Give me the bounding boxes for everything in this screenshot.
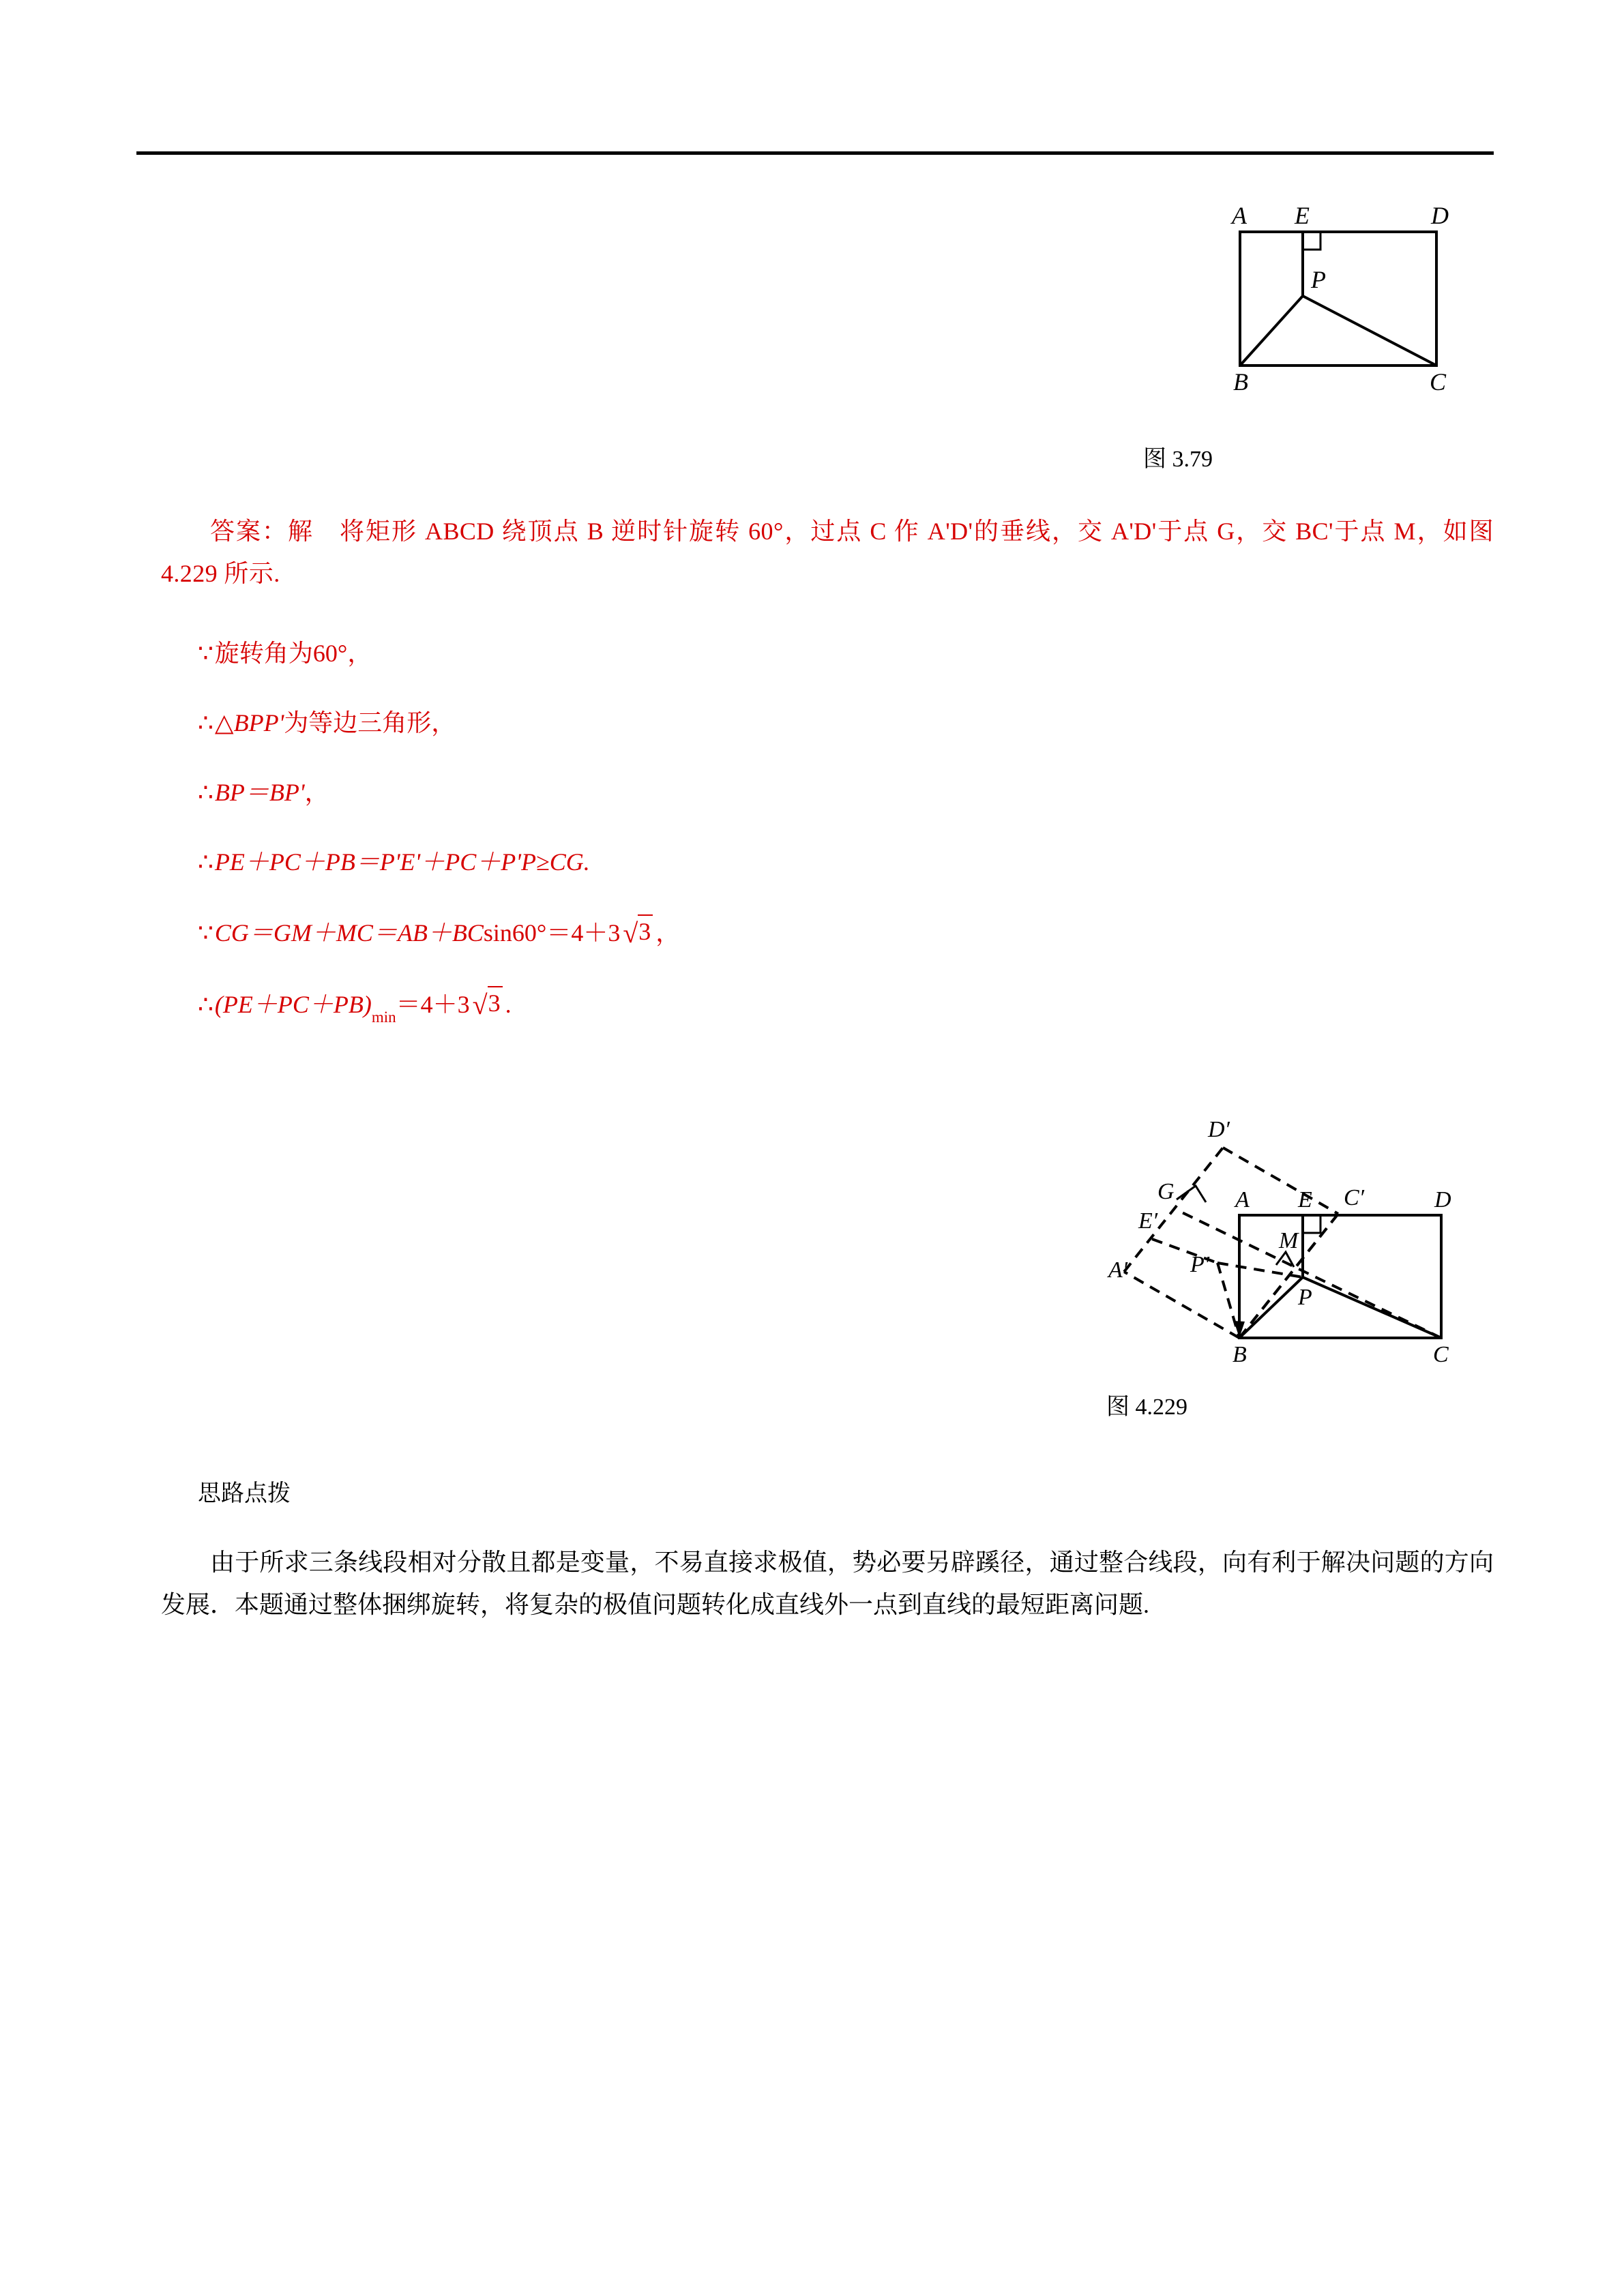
figure-label-D: D bbox=[1431, 202, 1449, 229]
square-root-icon-2 bbox=[470, 987, 505, 1020]
figure-label-C2: C bbox=[1433, 1342, 1449, 1367]
because-symbol-2: ∵ bbox=[198, 919, 213, 946]
math-line-3 bbox=[198, 777, 329, 808]
therefore-symbol-4: ∴ bbox=[198, 991, 213, 1018]
square-root-icon bbox=[620, 916, 655, 949]
radical-sign-2: √ bbox=[472, 989, 488, 1020]
math-line-6-radicand: 3 bbox=[488, 986, 503, 1019]
figure-4-229-caption: 图 4.229 bbox=[1106, 1395, 1187, 1420]
math-line-2-punct: ， bbox=[431, 709, 456, 736]
math-line-6-punct: . bbox=[505, 991, 512, 1018]
math-line-5-equals: ＝4＋3 bbox=[546, 919, 621, 946]
figure-label-E: E bbox=[1295, 202, 1310, 229]
figure-label-A-prime: A′ bbox=[1108, 1257, 1128, 1283]
math-line-5-sin: sin60° bbox=[483, 919, 547, 946]
figure-label-A2: A bbox=[1235, 1187, 1250, 1212]
notes-body: 由于所求三条线段相对分散且都是变量，不易直接求极值，势必要另辟蹊径，通过整合线段，向有利于解决问题的方向发展．本题通过整体捆绑旋转，将复杂的极值问题转化成直线外一点到直线的最短距离问题. bbox=[161, 1549, 1494, 1618]
math-line-2-names: BPP' bbox=[233, 709, 284, 736]
original-rectangle-solid bbox=[1234, 1215, 1441, 1338]
header-divider bbox=[136, 151, 1494, 155]
because-symbol: ∵ bbox=[198, 640, 213, 667]
math-line-3-punct: ， bbox=[304, 779, 329, 806]
math-line-6-equals: ＝4＋3 bbox=[396, 991, 470, 1018]
figure-label-C: C bbox=[1430, 368, 1447, 396]
figure-label-D2: D bbox=[1434, 1187, 1451, 1212]
math-line-5-expr-a: CG＝GM＋MC＝AB＋BC bbox=[214, 919, 484, 946]
math-line-3-expr: BP＝BP' bbox=[214, 779, 305, 806]
math-line-4-punct: . bbox=[583, 848, 590, 876]
math-line-4 bbox=[198, 846, 590, 878]
figure-label-P: P bbox=[1311, 266, 1326, 293]
figure-label-P2: P bbox=[1298, 1285, 1312, 1310]
triangle-symbol: △ bbox=[214, 709, 234, 736]
figure-label-G: G bbox=[1157, 1179, 1175, 1204]
answer-paragraph: 答案：解 将矩形 ABCD 绕顶点 B 逆时针旋转 60°，过点 C 作 A'D'的垂线，交 A'D'于点 G，交 BC'于点 M，如图 4.229 所示. bbox=[161, 518, 1494, 587]
therefore-symbol-2: ∴ bbox=[198, 779, 213, 806]
math-line-1 bbox=[198, 638, 372, 669]
math-line-2 bbox=[198, 707, 456, 739]
figure-label-B: B bbox=[1233, 368, 1248, 396]
answer-block bbox=[161, 510, 1494, 595]
math-line-4-expr: PE＋PC＋PB＝P'E'＋PC＋P'P≥CG bbox=[214, 848, 584, 876]
math-line-6 bbox=[198, 987, 512, 1029]
figure-3-79-caption: 图 3.79 bbox=[1143, 447, 1213, 472]
therefore-symbol: ∴ bbox=[198, 709, 213, 736]
figure-label-P-prime: P′ bbox=[1190, 1252, 1210, 1277]
figure-label-E2: E bbox=[1298, 1187, 1312, 1212]
figure-4-229 bbox=[1081, 1060, 1477, 1367]
figure-label-M: M bbox=[1279, 1228, 1299, 1253]
figure-3-79 bbox=[1187, 184, 1473, 396]
math-line-1-value: 60° bbox=[312, 640, 348, 667]
math-line-5-punct: ， bbox=[655, 919, 681, 946]
math-line-5 bbox=[198, 916, 680, 949]
figure-label-C-prime: C′ bbox=[1344, 1185, 1365, 1210]
math-line-1-text: 旋转角为 bbox=[214, 640, 313, 667]
figure-label-D-prime: D′ bbox=[1208, 1117, 1230, 1142]
math-line-6-subscript: min bbox=[371, 1009, 396, 1026]
math-line-5-radicand: 3 bbox=[638, 914, 653, 947]
math-line-6-expr-a: (PE＋PC＋PB) bbox=[214, 991, 372, 1018]
figure-label-B2: B bbox=[1232, 1342, 1247, 1367]
math-line-1-punct: ， bbox=[347, 640, 372, 667]
radical-sign: √ bbox=[623, 918, 638, 949]
figure-label-A: A bbox=[1232, 202, 1247, 229]
figure-label-E-prime: E′ bbox=[1138, 1208, 1158, 1234]
math-line-2-text: 为等边三角形 bbox=[284, 709, 432, 736]
therefore-symbol-3: ∴ bbox=[198, 848, 213, 876]
notes-heading: 思路点拨 bbox=[198, 1480, 291, 1506]
